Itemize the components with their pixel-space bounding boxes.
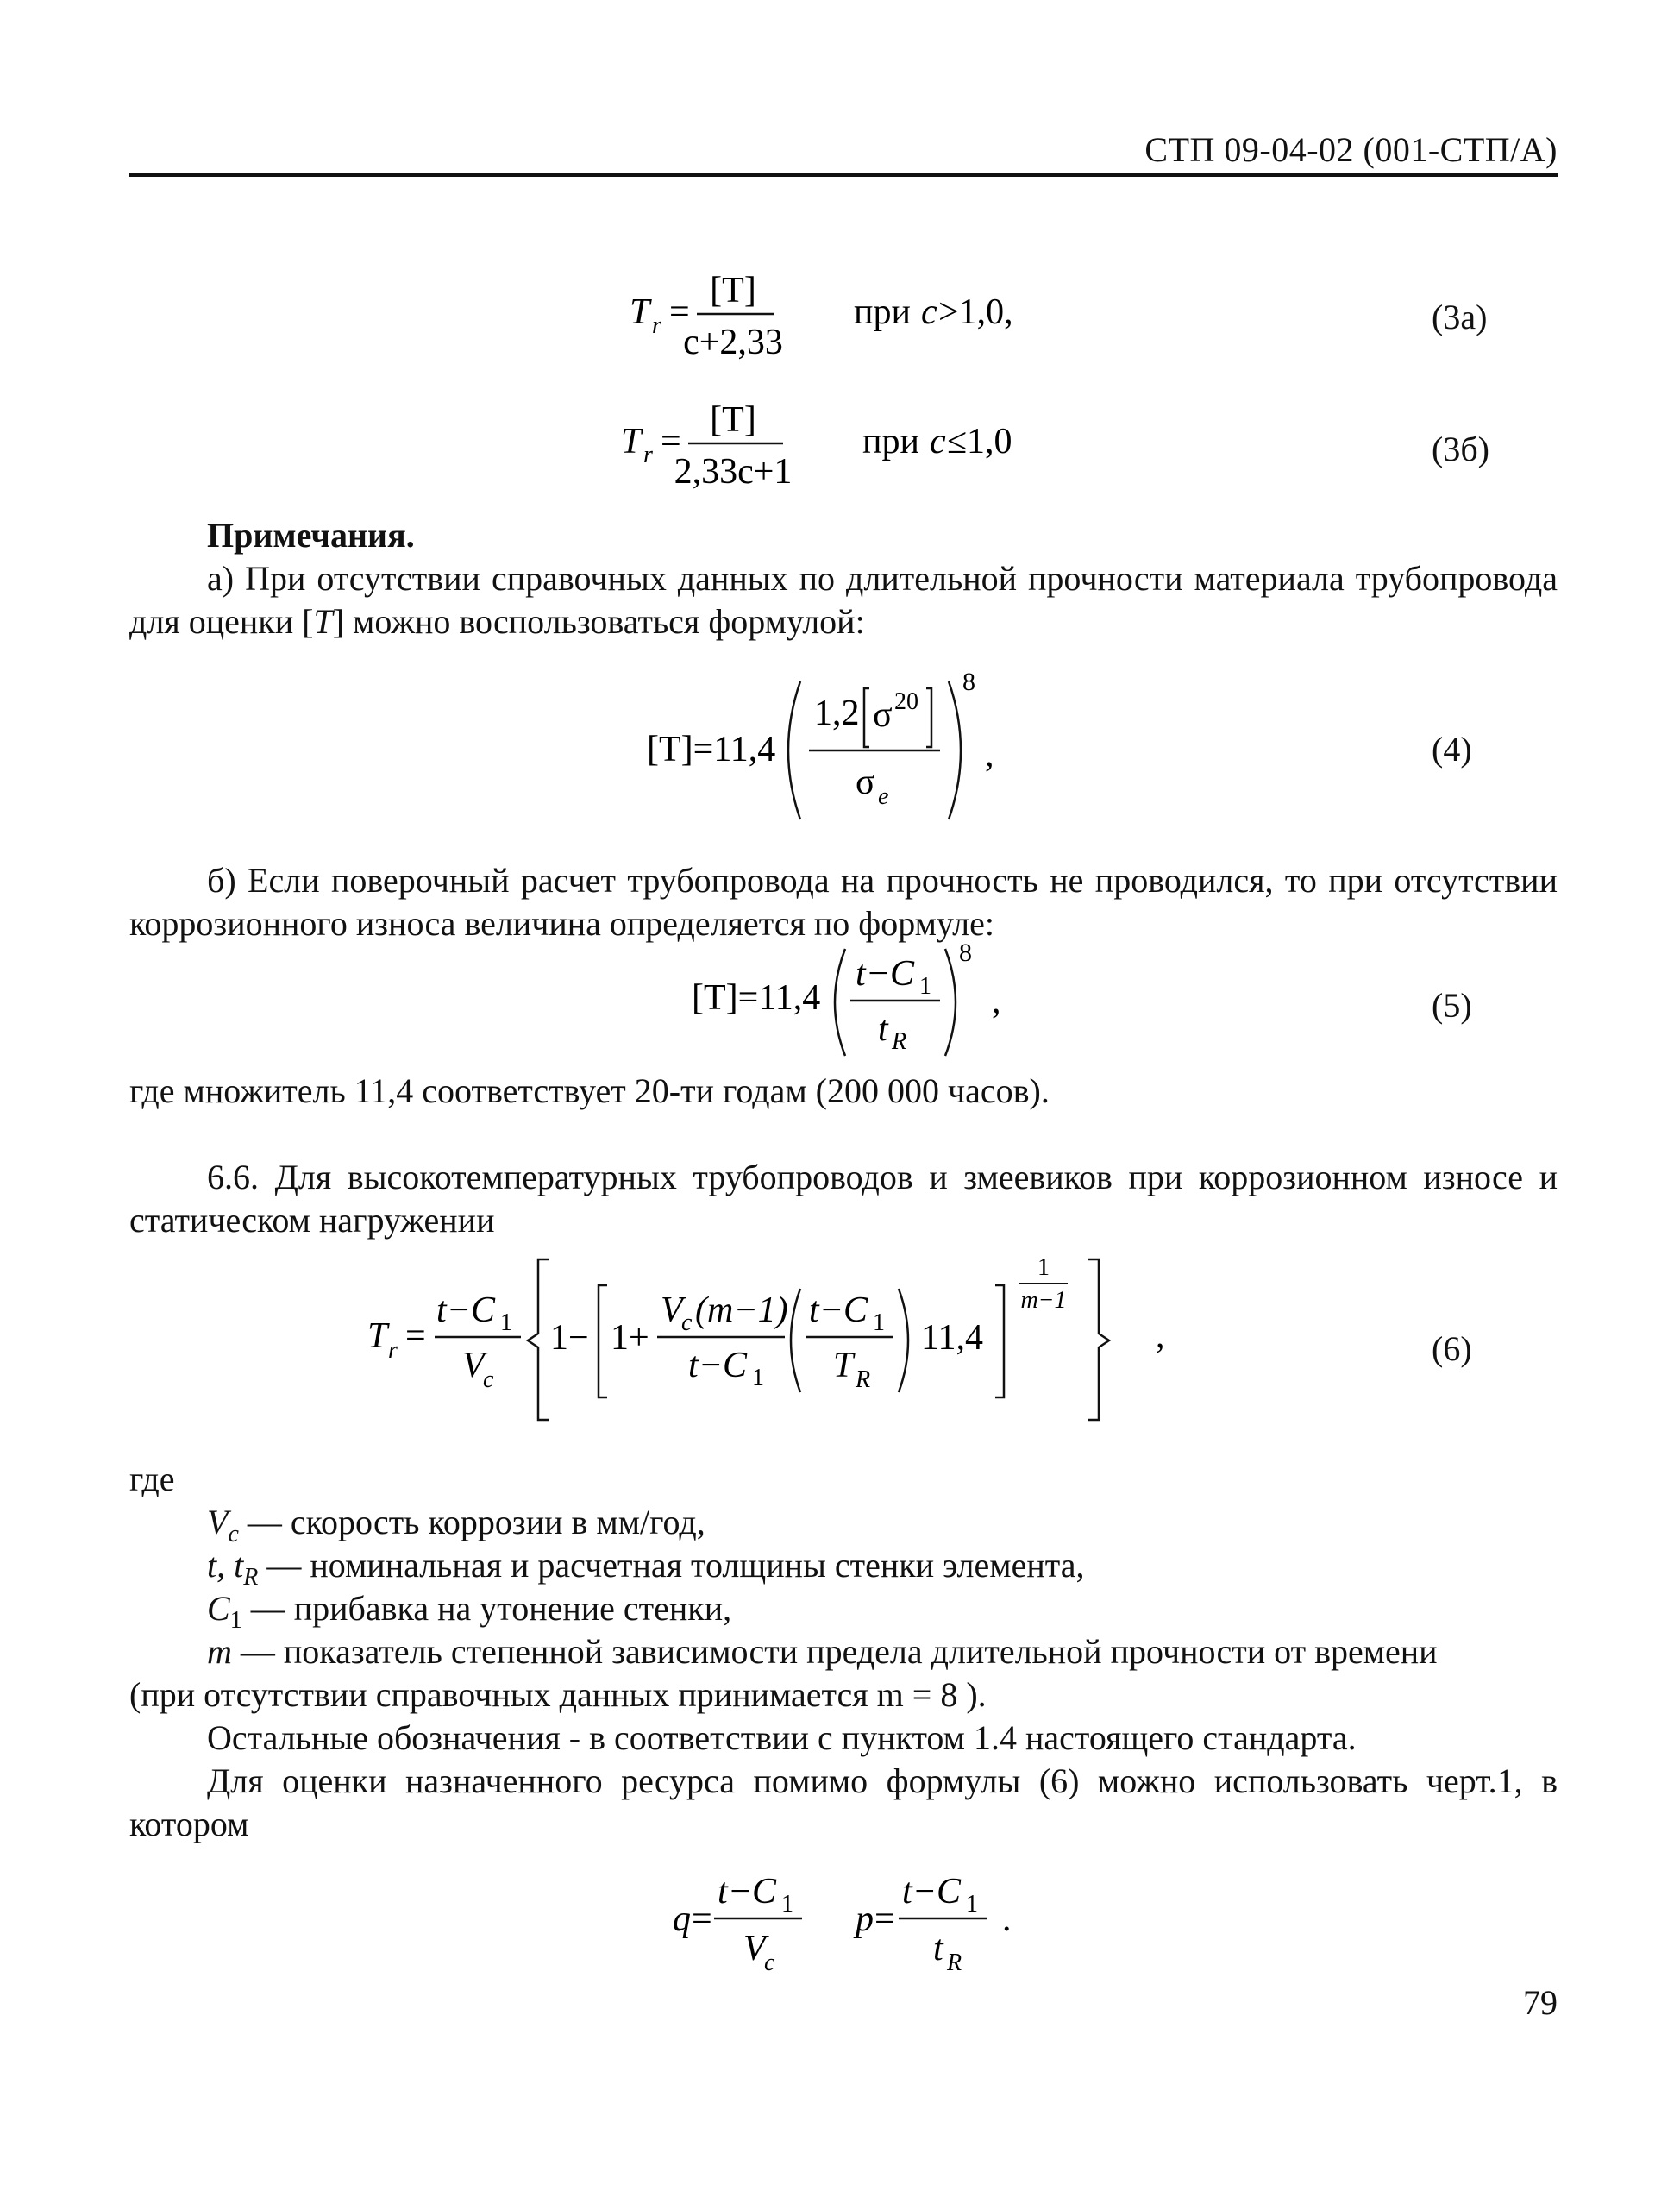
note-a-var: T (313, 602, 333, 641)
eq4-number: (4) (1432, 730, 1472, 769)
eq6-bracket-left (599, 1285, 607, 1397)
def-m-symbol: m (207, 1632, 232, 1671)
qp-den-2-sub: R (947, 1949, 962, 1976)
eq3b-numerator: [T] (710, 400, 756, 440)
eq6-f3-num-sub: 1 (873, 1309, 885, 1336)
eq6-lhs-sub: r (388, 1337, 398, 1364)
eq5-paren-left (835, 949, 845, 1056)
eq5-lhs: [T]=11,4 (692, 978, 821, 1018)
eq3a-number: (3а) (1432, 298, 1488, 336)
qp-num-2: t−C (902, 1872, 962, 1912)
document-code: СТП 09-04-02 (001-СТП/А) (1144, 130, 1558, 169)
def-t-symbol: t, t (207, 1546, 244, 1585)
eq6-f2-den-sub: 1 (752, 1365, 764, 1391)
equation-5 (690, 940, 1035, 1070)
eq3b-lhs: T (621, 422, 642, 461)
eq6-f3-num: t−C (809, 1290, 868, 1330)
eq6-f2-den: t−C (688, 1346, 748, 1385)
note-a-text-1: а) При отсутствии справочных данных по длительной прочности материала трубопровода для оценки [ (129, 559, 1558, 641)
qp-p-eq: = (874, 1899, 895, 1939)
eq6-f1-num: t−C (436, 1290, 496, 1330)
qp-den-2: t (933, 1929, 943, 1968)
def-c1-text: — прибавка на утонение стенки, (241, 1589, 732, 1628)
eq6-f2-num-rest: (m−1) (695, 1290, 788, 1330)
eq6-f3-den-sub: R (856, 1366, 871, 1393)
def-m-continuation: (при отсутствии справочных данных принимается m = 8 ). (129, 1675, 987, 1714)
qp-num-1: t−C (718, 1872, 777, 1912)
eq6-f1-den-sub: c (483, 1366, 494, 1393)
qp-q-eq: = (692, 1899, 712, 1939)
eq5-num-sub: 1 (919, 973, 931, 1000)
eq6-f1-num-sub: 1 (500, 1309, 512, 1336)
eq6-bracket-right (995, 1285, 1004, 1397)
equation-3a (604, 259, 1087, 371)
header-rule (129, 173, 1558, 177)
qp-den-1-sub: c (764, 1949, 775, 1976)
eq6-brace-right (1088, 1259, 1109, 1420)
equation-6 (354, 1251, 1199, 1423)
chart-reference: Для оценки назначенного ресурса помимо формулы (6) можно использовать черт.1, в котором (129, 1761, 1558, 1843)
eq3b-eq: = (661, 422, 681, 461)
qp-dot: . (1002, 1899, 1012, 1939)
eq3b-condition-prefix: при (862, 422, 919, 461)
eq4-bracket-right (926, 688, 931, 747)
where-label: где (129, 1460, 175, 1498)
eq4-lhs: [T]=11,4 (647, 730, 776, 769)
eq4-sigma: σ (873, 695, 893, 735)
eq3b-condition: ≤1,0 (947, 422, 1012, 461)
eq3a-denominator: c+2,33 (683, 323, 783, 362)
def-vc-symbol: V (207, 1503, 229, 1541)
def-vc-text: — скорость коррозии в мм/год, (238, 1503, 705, 1541)
eq6-paren-right (899, 1289, 908, 1392)
eq5-comma: , (992, 982, 1001, 1021)
def-c1-sub: 1 (229, 1607, 242, 1634)
eq6-lhs: T (367, 1316, 388, 1356)
eq3a-lhs: T (630, 292, 650, 332)
eq6-f2-num-sub: c (681, 1309, 693, 1336)
other-notations: Остальные обозначения - в соответствии с пунктом 1.4 настоящего стандарта. (207, 1718, 1357, 1757)
eq5-number: (5) (1432, 986, 1472, 1025)
eq5-paren-right (945, 949, 956, 1056)
section-6-6-text: 6.6. Для высокотемпературных трубопроводов и змеевиков при коррозионном износе и статическом нагружении (129, 1158, 1558, 1240)
eq6-exp-num: 1 (1037, 1254, 1050, 1281)
eq5-num: t−C (856, 954, 915, 994)
def-m (207, 1630, 1558, 1673)
eq3b-condition-var: c (930, 422, 946, 461)
eq6-f1-den: V (462, 1346, 485, 1385)
eq6-number: (6) (1432, 1329, 1472, 1368)
eq4-exp: 8 (962, 668, 975, 696)
eq4-paren-left (788, 681, 800, 819)
eq3b-denominator: 2,33c+1 (674, 452, 793, 492)
eq6-f3-den: T (833, 1346, 854, 1385)
eq5-den: t (878, 1009, 888, 1049)
eq6-paren-left (791, 1289, 800, 1392)
eq6-one-minus: 1− (550, 1318, 589, 1358)
qp-q: q (673, 1899, 691, 1939)
qp-num-2-sub: 1 (966, 1891, 978, 1918)
eq4-bracket-left (864, 688, 869, 747)
equation-4 (638, 664, 1018, 837)
eq6-f2-num: V (661, 1290, 683, 1330)
eq3a-eq: = (669, 292, 690, 332)
def-t-sub: R (243, 1564, 259, 1591)
eq6-one-plus: 1+ (611, 1318, 649, 1358)
def-c1-symbol: C (207, 1589, 230, 1628)
eq3a-condition-var: c (921, 292, 937, 332)
eq6-brace-left (528, 1259, 549, 1420)
eq5-den-sub: R (892, 1028, 907, 1055)
eq3a-lhs-sub: r (652, 312, 661, 339)
eq5-exp: 8 (959, 940, 972, 967)
def-vc-sub: c (228, 1521, 239, 1548)
multiplier-note: где множитель 11,4 соответствует 20-ти годам (200 000 часов). (129, 1071, 1050, 1110)
note-a (129, 557, 1558, 643)
eq3b-number: (3б) (1432, 430, 1489, 468)
eq4-den-sub: e (878, 783, 889, 810)
note-a-text-2: ] можно воспользоваться формулой: (332, 602, 865, 641)
eq3a-condition-prefix: при (854, 292, 911, 332)
eq6-coef: 11,4 (921, 1318, 983, 1358)
eq6-exp-den: m−1 (1020, 1287, 1067, 1314)
notes-title: Примечания. (207, 516, 415, 555)
qp-num-1-sub: 1 (781, 1891, 793, 1918)
eq3a-condition: >1,0, (938, 292, 1013, 332)
qp-p: p (856, 1899, 874, 1939)
page-number: 79 (1523, 1983, 1558, 2022)
eq4-paren-right (949, 681, 961, 819)
eq4-num-coef: 1,2 (814, 694, 860, 733)
def-m-text: — показатель степенной зависимости предела длительной прочности от времени (231, 1632, 1438, 1671)
eq4-sup: 20 (894, 688, 918, 715)
equation-3b (604, 388, 1087, 500)
eq3a-numerator: [T] (710, 271, 756, 311)
eq6-eq: = (405, 1316, 426, 1356)
note-b: б) Если поверочный расчет трубопровода на прочность не проводился, то при отсутствии коррозионного износа величина определяется по формуле: (129, 861, 1558, 943)
qp-den-1: V (743, 1929, 766, 1968)
eq6-comma: , (1156, 1316, 1165, 1356)
eq4-den: σ (856, 763, 875, 802)
eq4-comma: , (985, 735, 994, 775)
eq3b-lhs-sub: r (643, 442, 653, 468)
equation-qp (664, 1863, 1061, 1984)
def-t-text: — номинальная и расчетная толщины стенки элемента, (258, 1546, 1085, 1585)
